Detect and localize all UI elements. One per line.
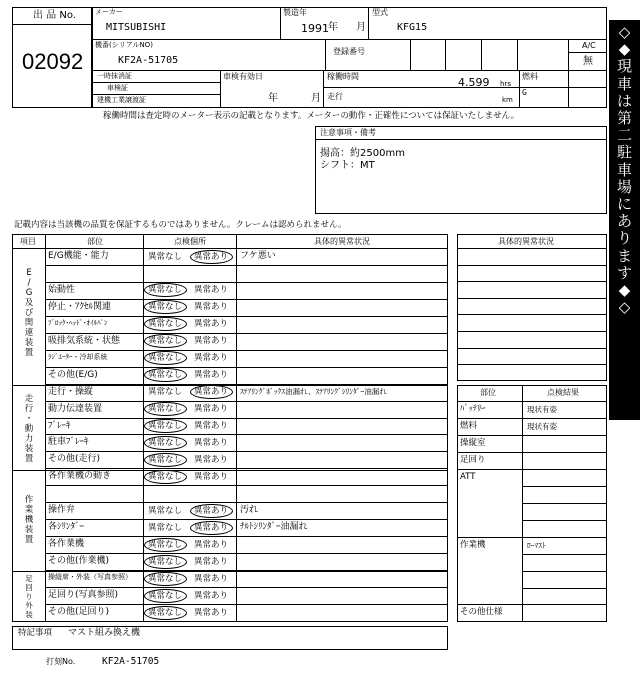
sidebar-char: す xyxy=(616,263,632,282)
check-ng-option: 異常あり xyxy=(194,454,229,465)
result-value: 現状有姿 xyxy=(527,422,557,431)
hours-notice: 稼働時間は査定時のメーター表示の記載となります。メーターの動作・正確性については保証いたしません。 xyxy=(103,111,520,121)
reg-label: 登録番号 xyxy=(333,47,365,56)
result-line xyxy=(522,503,607,504)
result-line xyxy=(457,452,607,453)
check-ng-option: 異常あり xyxy=(194,573,229,584)
ok-circle-mark xyxy=(144,555,187,569)
row-detail: ｽﾃｱﾘﾝｸﾞﾎﾞｯｸｽ油漏れ、ｽﾃｱﾘﾝｸﾞｼﾘﾝﾀﾞｰ油漏れ xyxy=(240,386,387,396)
sidebar-char: 駐 xyxy=(616,143,632,162)
check-ok-option: 異常なし xyxy=(148,319,183,330)
check-ng-option: 異常あり xyxy=(194,251,229,262)
check-ng-option: 異常あり xyxy=(194,319,229,330)
row-part: 走行・操縦 xyxy=(48,386,94,397)
result-value: ﾛｰﾏｽﾄ xyxy=(527,541,546,550)
result-line xyxy=(522,571,607,572)
row-part: ﾌﾞﾚｰｷ xyxy=(48,420,71,431)
fuel-label: 燃料 xyxy=(522,72,538,81)
group-label-char: 置 xyxy=(24,348,34,358)
row-part: 操縦席・外装（写真参照） xyxy=(48,573,132,581)
row-part: ﾗｼﾞｴｰﾀｰ・冷却系統 xyxy=(48,352,108,361)
hours-value: 4.599 xyxy=(458,76,490,89)
row-divider xyxy=(45,587,448,588)
special-label: 特記事項 xyxy=(18,628,53,638)
row-part: その他(E/G) xyxy=(48,369,98,380)
col-detail-header: 具体的異常状況 xyxy=(314,237,370,246)
check-ok-option: 異常なし xyxy=(148,437,183,448)
detail-line xyxy=(457,348,607,349)
check-ok-option: 異常なし xyxy=(148,607,183,618)
group-label-char: 足 xyxy=(25,574,33,583)
result-line xyxy=(457,418,607,419)
sidebar-notice xyxy=(609,20,640,420)
sidebar-char: あ xyxy=(616,212,632,231)
row-detail: フケ悪い xyxy=(240,251,276,261)
row-divider xyxy=(45,265,448,266)
transfer-cert-label: 建機工業譲渡証 xyxy=(97,96,146,104)
detail-line xyxy=(457,298,607,299)
row-part: 各作業機 xyxy=(48,539,85,550)
ok-circle-mark xyxy=(144,470,187,484)
row-part: 各ｼﾘﾝﾀﾞｰ xyxy=(48,522,85,533)
results-col-result: 点検結果 xyxy=(547,388,579,397)
check-ng-option: 異常あり xyxy=(194,539,229,550)
remarks-line2: シフト：MT xyxy=(320,160,375,171)
stamp-value: KF2A-51705 xyxy=(102,656,160,667)
right-detail-box xyxy=(457,234,607,381)
check-ng-option: 異常あり xyxy=(194,336,229,347)
detail-line xyxy=(457,331,607,332)
check-ng-option: 異常あり xyxy=(194,505,229,516)
sidebar-char: 車 xyxy=(616,160,632,179)
km-unit: km xyxy=(502,96,513,104)
group-label-drive xyxy=(14,394,44,464)
result-value: 現状有姿 xyxy=(527,405,557,414)
sidebar-char: 場 xyxy=(616,177,632,196)
check-ng-option: 異常あり xyxy=(194,387,229,398)
check-ok-option: 異常なし xyxy=(148,251,183,262)
check-ok-option: 異常なし xyxy=(148,590,183,601)
row-part: 操作弁 xyxy=(48,505,76,516)
check-ok-option: 異常なし xyxy=(148,404,183,414)
sidebar-char: り xyxy=(616,229,632,248)
detail-line xyxy=(457,364,607,365)
check-ng-option: 異常あり xyxy=(194,353,229,364)
group-label-char: 回 xyxy=(25,583,33,592)
check-ng-option: 異常あり xyxy=(194,607,229,618)
group-label-under xyxy=(14,574,44,619)
remarks-title: 注意事項・備考 xyxy=(320,128,376,137)
year-unit: 年 xyxy=(328,22,338,33)
sidebar-char: ◇ xyxy=(618,298,631,317)
row-divider xyxy=(45,519,448,520)
ok-circle-mark xyxy=(144,368,187,382)
vehicle-cert-label: 車検証 xyxy=(107,84,128,92)
ng-circle-mark xyxy=(190,504,233,518)
check-ok-option: 異常なし xyxy=(148,454,183,465)
row-divider xyxy=(45,604,448,605)
result-line xyxy=(457,435,607,436)
row-divider xyxy=(45,621,448,622)
group-label-char: 置 xyxy=(24,454,34,464)
inspection-label: 車検有効日 xyxy=(223,72,263,81)
check-ok-option: 異常なし xyxy=(148,522,183,533)
result-line xyxy=(522,554,607,555)
sidebar-char: 車 xyxy=(616,74,632,93)
ac-label: A/C xyxy=(582,41,596,50)
col-part-header: 部位 xyxy=(87,237,103,246)
group-label-char: 外 xyxy=(25,601,33,610)
group-label-char: 関 xyxy=(24,318,34,328)
group-label-char: 装 xyxy=(24,525,34,535)
result-part: ﾊﾞｯﾃﾘｰ xyxy=(460,404,486,414)
inspection-month-unit: 月 xyxy=(311,93,321,104)
row-divider xyxy=(45,553,448,554)
check-ng-option: 異常あり xyxy=(194,471,229,482)
ac-value: 無 xyxy=(583,56,593,67)
serial-label: 機番(シリアルNO) xyxy=(95,41,153,49)
col-item-header: 項目 xyxy=(20,237,36,246)
check-ok-option: 異常なし xyxy=(148,421,183,431)
row-divider xyxy=(45,333,448,334)
maker-label: メーカー xyxy=(95,8,123,16)
group-label-char: G xyxy=(25,288,33,298)
group-label-char: 機 xyxy=(24,515,34,525)
ok-circle-mark xyxy=(144,572,187,586)
group-label-char: / xyxy=(27,278,31,288)
maker-value: MITSUBISHI xyxy=(106,22,167,33)
col-check-header: 点検個所 xyxy=(174,237,206,246)
ok-circle-mark xyxy=(144,436,187,450)
result-part: 燃料 xyxy=(460,421,478,431)
serial-value: KF2A-51705 xyxy=(118,55,179,66)
check-ok-option: 異常なし xyxy=(148,556,183,567)
sidebar-char: ◆ xyxy=(618,281,631,300)
group-label-char: 装 xyxy=(24,444,34,454)
row-divider xyxy=(45,418,448,419)
temp-cert-label: 一時抹消証 xyxy=(97,72,132,80)
stamp-label: 打刻No. xyxy=(46,657,76,666)
row-divider xyxy=(45,401,448,402)
row-divider xyxy=(45,367,448,368)
result-line xyxy=(522,588,607,589)
sidebar-char: に xyxy=(616,195,632,214)
check-ng-option: 異常あり xyxy=(194,285,229,296)
row-part: 始動性 xyxy=(48,284,76,295)
group-label-char: 作 xyxy=(24,495,34,505)
check-ng-option: 異常あり xyxy=(194,421,229,431)
result-line xyxy=(522,520,607,521)
group-label-char: 連 xyxy=(24,328,34,338)
result-part: ATT xyxy=(460,472,476,482)
ok-circle-mark xyxy=(144,589,187,603)
sidebar-char: ま xyxy=(616,246,632,265)
check-ng-option: 異常あり xyxy=(194,522,229,533)
ok-circle-mark xyxy=(144,606,187,620)
row-part: 足回り(写真参照) xyxy=(48,590,119,600)
group-label-char: び xyxy=(24,308,34,318)
row-divider xyxy=(45,536,448,537)
check-ok-option: 異常なし xyxy=(148,505,183,516)
special-value: マスト組み換え機 xyxy=(68,628,141,638)
lot-label: 出 品 No. xyxy=(33,10,76,21)
check-ng-option: 異常あり xyxy=(194,437,229,448)
row-part: その他(走行) xyxy=(48,454,101,465)
row-divider xyxy=(45,485,448,486)
result-line xyxy=(522,486,607,487)
row-part: ﾌﾞﾛｯｸ･ﾍｯﾄﾞ･ｵｲﾙﾊﾟﾝ xyxy=(48,318,108,327)
inspection-year-unit: 年 xyxy=(268,93,278,104)
group-label-char: 行 xyxy=(24,404,34,414)
detail-line xyxy=(457,281,607,282)
row-divider xyxy=(45,299,448,300)
fuel-value: G xyxy=(522,88,527,97)
check-ok-option: 異常なし xyxy=(148,370,183,381)
ng-circle-mark xyxy=(190,521,233,535)
sidebar-char: 第 xyxy=(616,109,632,128)
check-ok-option: 異常なし xyxy=(148,285,183,296)
detail-line xyxy=(457,265,607,266)
ok-circle-mark xyxy=(144,419,187,433)
group-label-char: E xyxy=(26,268,32,278)
ok-circle-mark xyxy=(144,402,187,416)
mileage-label: 走行 xyxy=(327,92,343,101)
group-label-eg xyxy=(14,268,44,358)
result-line xyxy=(457,604,607,605)
sidebar-char: は xyxy=(616,91,632,110)
result-line xyxy=(457,401,607,402)
check-ok-option: 異常なし xyxy=(148,387,183,398)
detail-line xyxy=(457,314,607,315)
model-label: 型式 xyxy=(372,8,388,17)
group-label-char: 動 xyxy=(24,424,34,434)
remarks-line1: 揚高：約2500mm xyxy=(320,148,405,159)
check-ng-option: 異常あり xyxy=(194,556,229,567)
lot-number: 02092 xyxy=(22,49,84,74)
check-ok-option: 異常なし xyxy=(148,353,183,364)
group-label-char: 力 xyxy=(24,434,34,444)
row-part: 動力伝達装置 xyxy=(48,403,103,414)
group-label-char: 走 xyxy=(24,394,34,404)
group-label-char: 装 xyxy=(25,610,33,619)
row-divider xyxy=(45,350,448,351)
check-ng-option: 異常あり xyxy=(194,302,229,313)
row-divider xyxy=(45,434,448,435)
group-label-char: 置 xyxy=(24,535,34,545)
group-label-char: り xyxy=(25,592,33,601)
ng-circle-mark xyxy=(190,250,233,264)
row-part: その他(足回り) xyxy=(48,607,110,617)
result-part: その他仕様 xyxy=(460,607,503,617)
result-part: 作業機 xyxy=(460,540,486,550)
ng-circle-mark xyxy=(190,385,233,399)
result-part: 操縦室 xyxy=(460,438,486,448)
group-label-char: 装 xyxy=(24,338,34,348)
row-part: 停止・ｱｸｾﾙ関連 xyxy=(48,301,112,312)
result-line xyxy=(457,537,607,538)
row-divider xyxy=(45,282,448,283)
results-col-part: 部位 xyxy=(480,388,496,397)
sidebar-char: 現 xyxy=(616,57,632,76)
check-ok-option: 異常なし xyxy=(148,539,183,550)
row-divider xyxy=(45,451,448,452)
group-label-work xyxy=(14,495,44,545)
check-ng-option: 異常あり xyxy=(194,404,229,414)
check-ok-option: 異常なし xyxy=(148,471,183,482)
disclaimer: 記載内容は当該機の品質を保証するものではありません。クレームは認められません。 xyxy=(14,220,347,230)
check-ok-option: 異常なし xyxy=(148,302,183,313)
row-part: 吸排気系統・状態 xyxy=(48,335,121,346)
ok-circle-mark xyxy=(144,538,187,552)
sidebar-char: 二 xyxy=(616,126,632,145)
hours-unit: hrs xyxy=(500,80,511,88)
sidebar-char: ◇ xyxy=(618,23,631,41)
check-ok-option: 異常なし xyxy=(148,573,183,584)
row-part: その他(作業機) xyxy=(48,556,110,567)
hours-label: 稼働時間 xyxy=(327,72,359,81)
row-part: E/G機能・能力 xyxy=(48,251,109,261)
year-value: 1991 xyxy=(301,22,329,35)
row-detail: ﾁﾙﾄｼﾘﾝﾀﾞｰ油漏れ xyxy=(240,522,308,533)
group-label-char: 及 xyxy=(24,298,34,308)
result-part: 足回り xyxy=(460,455,486,465)
row-divider xyxy=(45,316,448,317)
check-ng-option: 異常あり xyxy=(194,590,229,601)
row-part: 各作業機の動き xyxy=(48,471,112,482)
group-label-char: 業 xyxy=(24,505,34,515)
group-label-char: ・ xyxy=(24,414,34,424)
ok-circle-mark xyxy=(144,453,187,467)
month-unit: 月 xyxy=(356,22,366,33)
model-value: KFG15 xyxy=(397,22,428,33)
row-detail: 汚れ xyxy=(240,505,259,516)
sidebar-char: ◆ xyxy=(618,40,631,59)
result-line xyxy=(457,469,607,470)
row-part: 駐車ﾌﾞﾚｰｷ xyxy=(48,437,89,448)
year-label: 製造年 xyxy=(283,8,307,17)
right-detail-title: 具体的異常状況 xyxy=(498,237,554,246)
check-ok-option: 異常なし xyxy=(148,336,183,347)
row-divider xyxy=(45,502,448,503)
check-ng-option: 異常あり xyxy=(194,370,229,381)
